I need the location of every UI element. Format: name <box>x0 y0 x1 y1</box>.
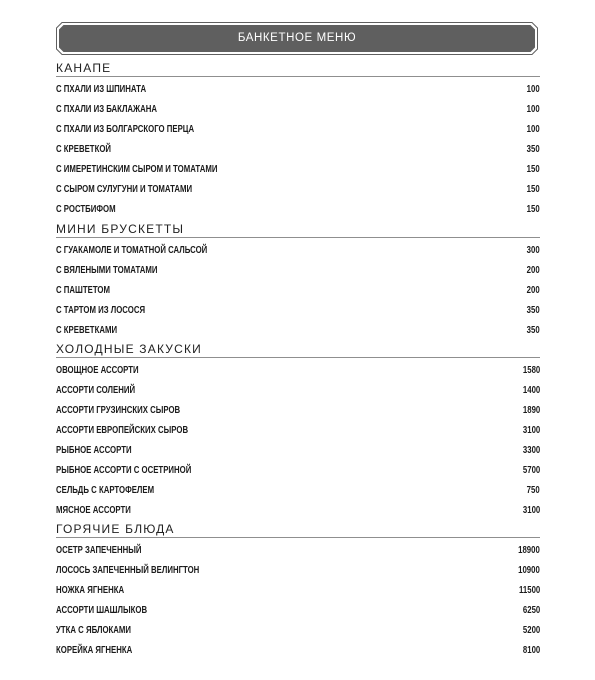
menu-item <box>56 501 540 521</box>
menu-item-name: С СЫРОМ СУЛУГУНИ И ТОМАТАМИ <box>56 184 193 195</box>
menu-item-price: 750 <box>526 485 540 496</box>
menu-item <box>56 160 540 180</box>
section-items <box>56 358 540 521</box>
menu-item-price: 3300 <box>522 445 540 456</box>
menu-item-name: АССОРТИ ШАШЛЫКОВ <box>56 605 148 616</box>
section-items <box>56 238 540 341</box>
section-mini-bruschetta <box>56 222 540 341</box>
section-items <box>56 77 540 220</box>
menu-item <box>56 581 540 601</box>
menu-item-price: 350 <box>526 144 540 155</box>
menu-item-price: 1580 <box>522 365 540 376</box>
menu-item <box>56 621 540 641</box>
section-title: ГОРЯЧИЕ БЛЮДА <box>56 522 540 538</box>
menu-item-name: КОРЕЙКА ЯГНЕНКА <box>56 645 133 656</box>
menu-item <box>56 321 540 341</box>
menu-item <box>56 180 540 200</box>
menu-item-price: 3100 <box>522 505 540 516</box>
menu-item-name: С ПХАЛИ ИЗ БОЛГАРСКОГО ПЕРЦА <box>56 124 195 135</box>
menu-item <box>56 100 540 120</box>
menu-item <box>56 241 540 261</box>
menu-item-name: ОВОЩНОЕ АССОРТИ <box>56 365 139 376</box>
menu-item-price: 1400 <box>522 385 540 396</box>
section-title: КАНАПЕ <box>56 61 540 77</box>
section-canapes <box>56 61 540 220</box>
menu-item-price: 300 <box>526 245 540 256</box>
menu-item-price: 11500 <box>518 585 540 596</box>
menu-item <box>56 281 540 301</box>
menu-item <box>56 461 540 481</box>
menu-item-name: С ПАШТЕТОМ <box>56 285 110 296</box>
menu-item-price: 10900 <box>518 565 540 576</box>
menu-item-name: С ИМЕРЕТИНСКИМ СЫРОМ И ТОМАТАМИ <box>56 164 218 175</box>
menu-item-name: С ТАРТОМ ИЗ ЛОСОСЯ <box>56 305 146 316</box>
menu-item-name: С КРЕВЕТКАМИ <box>56 325 118 336</box>
menu-item-name: С КРЕВЕТКОЙ <box>56 144 112 155</box>
menu-item-name: СЕЛЬДЬ С КАРТОФЕЛЕМ <box>56 485 155 496</box>
menu-item-price: 3100 <box>522 425 540 436</box>
menu-banner <box>56 22 538 55</box>
menu-item-price: 150 <box>526 184 540 195</box>
menu-item <box>56 301 540 321</box>
section-items <box>56 538 540 661</box>
menu-item <box>56 401 540 421</box>
menu-item <box>56 140 540 160</box>
menu-item-price: 18900 <box>518 545 540 556</box>
menu-item-price: 350 <box>526 325 540 336</box>
menu-item <box>56 441 540 461</box>
menu-item-price: 100 <box>526 104 540 115</box>
menu-item-name: С ГУАКАМОЛЕ И ТОМАТНОЙ САЛЬСОЙ <box>56 245 208 256</box>
menu-item <box>56 381 540 401</box>
section-title: МИНИ БРУСКЕТТЫ <box>56 222 540 238</box>
menu-item-name: С ПХАЛИ ИЗ ШПИНАТА <box>56 84 147 95</box>
menu-item-name: АССОРТИ ГРУЗИНСКИХ СЫРОВ <box>56 405 181 416</box>
menu-item <box>56 361 540 381</box>
menu-item-price: 200 <box>526 265 540 276</box>
menu-item <box>56 261 540 281</box>
menu-item <box>56 541 540 561</box>
menu-item-price: 100 <box>526 84 540 95</box>
menu-item-name: АССОРТИ СОЛЕНИЙ <box>56 385 136 396</box>
menu-item-name: НОЖКА ЯГНЕНКА <box>56 585 125 596</box>
menu-item-price: 150 <box>526 164 540 175</box>
menu-item-price: 8100 <box>522 645 540 656</box>
menu-item-name: МЯСНОЕ АССОРТИ <box>56 505 131 516</box>
menu-item-name: ЛОСОСЬ ЗАПЕЧЕННЫЙ ВЕЛИНГТОН <box>56 565 200 576</box>
menu-item-name: ОСЕТР ЗАПЕЧЕННЫЙ <box>56 545 142 556</box>
menu-item-price: 200 <box>526 285 540 296</box>
section-cold-appetizers <box>56 342 540 521</box>
menu-item <box>56 421 540 441</box>
menu-item-price: 1890 <box>522 405 540 416</box>
menu-item <box>56 601 540 621</box>
menu-item-price: 5700 <box>522 465 540 476</box>
menu-item <box>56 120 540 140</box>
menu-item-name: С ВЯЛЕНЫМИ ТОМАТАМИ <box>56 265 158 276</box>
section-hot-dishes <box>56 522 540 661</box>
menu-item <box>56 641 540 661</box>
menu-item-name: РЫБНОЕ АССОРТИ <box>56 445 132 456</box>
menu-item-name: РЫБНОЕ АССОРТИ С ОСЕТРИНОЙ <box>56 465 192 476</box>
menu-item-price: 100 <box>526 124 540 135</box>
menu-item-price: 350 <box>526 305 540 316</box>
menu-item-name: АССОРТИ ЕВРОПЕЙСКИХ СЫРОВ <box>56 425 189 436</box>
menu-item <box>56 561 540 581</box>
menu-item-name: С ПХАЛИ ИЗ БАКЛАЖАНА <box>56 104 158 115</box>
menu-item <box>56 481 540 501</box>
menu-item-price: 150 <box>526 204 540 215</box>
menu-item-price: 6250 <box>522 605 540 616</box>
banner-title: БАНКЕТНОЕ МЕНЮ <box>237 32 357 44</box>
menu-item <box>56 80 540 100</box>
menu-item-name: УТКА С ЯБЛОКАМИ <box>56 625 132 636</box>
menu-item <box>56 200 540 220</box>
menu-item-price: 5200 <box>522 625 540 636</box>
section-title: ХОЛОДНЫЕ ЗАКУСКИ <box>56 342 540 358</box>
menu-item-name: С РОСТБИФОМ <box>56 204 116 215</box>
